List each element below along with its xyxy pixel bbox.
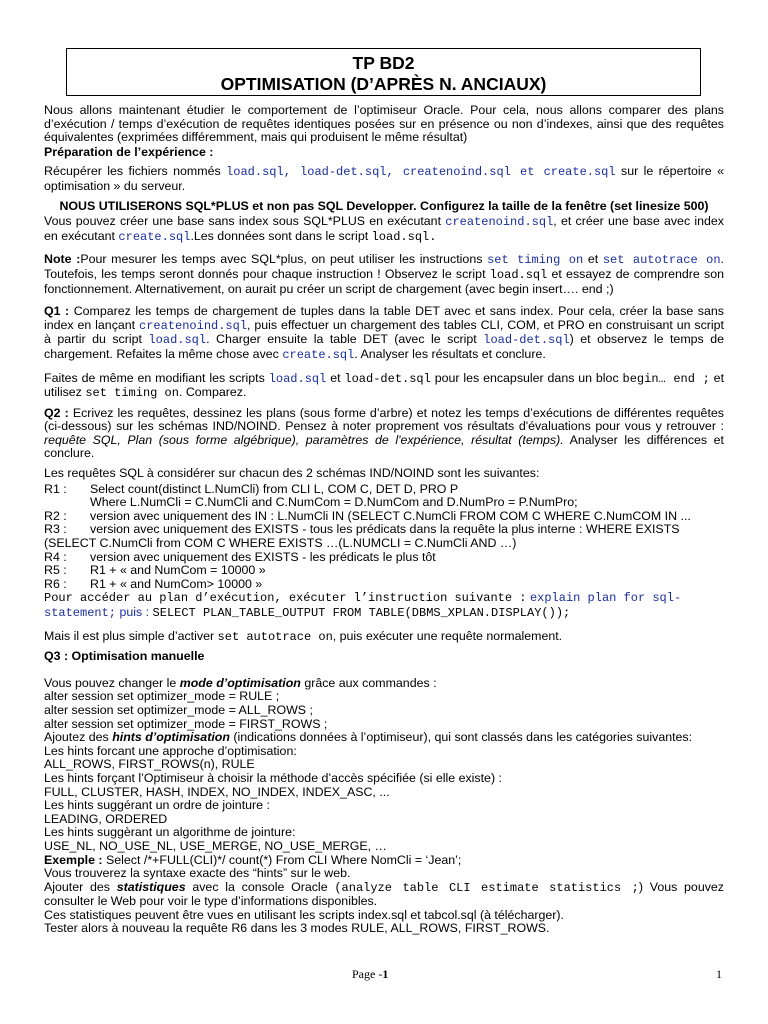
hint-line: USE_NL, NO_USE_NL, USE_MERGE, NO_USE_MERGE, … bbox=[44, 838, 387, 853]
create-file-3: load.sql. bbox=[371, 229, 437, 244]
create-text-b: , et créer une base avec index en exécutant bbox=[44, 214, 724, 243]
q2-label: Q2 : bbox=[44, 405, 69, 420]
request-text: version avec uniquement des EXISTS - les prédicats le plus tôt bbox=[90, 549, 436, 564]
create-file-1: createnoind.sql bbox=[445, 215, 554, 230]
mode-text-a: Vous pouvez changer le bbox=[44, 675, 177, 690]
note-text-a: Pour mesurer les temps avec SQL*plus, on peut utiliser les instructions bbox=[80, 252, 483, 267]
prep-heading: Préparation de l’expérience : bbox=[44, 144, 214, 159]
q2-text-b: Analyser les différences et conclure. bbox=[44, 432, 725, 461]
q1-label: Q1 : bbox=[44, 304, 70, 319]
views-line: Ces statistiques peuvent être vues en utilisant les scripts index.sql et tabcol.sql (à télécharger). bbox=[44, 907, 564, 922]
prep-text-a: Récupérer les fichiers nommés bbox=[44, 164, 221, 179]
request-key: R5 : bbox=[44, 563, 67, 578]
request-text: version avec uniquement des IN : L.NumCli IN (SELECT C.NumCli FROM COM C WHERE C.NumCOM IN ... bbox=[90, 508, 691, 523]
q1-text-a: Comparez les temps de chargement de tuples dans la table DET avec et sans index. Pour cela, créer la base sans index en lançant bbox=[44, 304, 724, 332]
request-text: Select count(distinct L.NumCli) from CLI L, COM C, DET D, PRO P bbox=[90, 481, 459, 496]
q1-text-b: , puis effectuer un chargement des tables CLI, COM, et PRO en construisant un script à partir du script bbox=[44, 317, 724, 347]
q1b-text-e: . Comparez. bbox=[178, 385, 247, 400]
q1-file-3: load-det.sql bbox=[483, 333, 570, 348]
plan-code-2: SELECT PLAN_TABLE_OUTPUT FROM TABLE(DBMS_XPLAN.DISPLAY()); bbox=[152, 606, 571, 620]
autotrace-paragraph bbox=[44, 630, 724, 645]
q3-section bbox=[44, 677, 724, 936]
q1b-text-a: Faites de même en modifiant les scripts bbox=[44, 370, 265, 385]
hint-line: Les hints forçant l’Optimiseur à choisir la méthode d’accès spécifiée (si elle existe) : bbox=[44, 770, 502, 785]
hint-line: LEADING, ORDERED bbox=[44, 811, 168, 826]
stats-line bbox=[44, 881, 724, 909]
optimizer-cmd: alter session set optimizer_mode = FIRST_ROWS ; bbox=[44, 716, 328, 731]
hints-line bbox=[44, 731, 724, 745]
page-number: 1 bbox=[382, 967, 389, 981]
q2-paragraph bbox=[44, 407, 724, 461]
request-r1-line2: Where L.NumCli = C.NumCli and C.NumCom = D.NumCom and D.NumPro = P.NumPro; bbox=[90, 495, 578, 510]
title-line-2: OPTIMISATION (D’APRÈS N. ANCIAUX) bbox=[220, 74, 547, 94]
hint-line: FULL, CLUSTER, HASH, INDEX, NO_INDEX, INDEX_ASC, ... bbox=[44, 784, 390, 799]
stats-code: (analyze table CLI estimate statistics ; bbox=[334, 880, 639, 895]
q1b-paragraph bbox=[44, 372, 724, 401]
page-label: Page - bbox=[352, 967, 383, 981]
test-line: Tester alors à nouveau la requête R6 dans les 3 modes RULE, ALL_ROWS, FIRST_ROWS. bbox=[44, 921, 550, 936]
autotrace-text-a: Mais il est plus simple d’activer bbox=[44, 628, 215, 643]
q1b-text-c: pour les encapsuler dans un bloc bbox=[434, 370, 619, 385]
request-key: R6 : bbox=[44, 576, 67, 591]
hints-text-b: (indications données à l’optimiseur), qui sont classés dans les catégories suivantes: bbox=[233, 730, 693, 745]
request-key: R3 : bbox=[44, 522, 67, 537]
request-r4 bbox=[44, 551, 724, 565]
request-key: R1 : bbox=[44, 481, 67, 496]
hint-line: Les hints suggèrant un algorithme de jointure: bbox=[44, 825, 296, 840]
document-body bbox=[44, 104, 724, 936]
prep-text-b: sur le répertoire « optimisation » du serveur. bbox=[44, 164, 724, 193]
plan-text-b: puis : bbox=[119, 605, 150, 619]
request-r3 bbox=[44, 523, 724, 537]
note-code-1: set timing on bbox=[487, 253, 584, 268]
request-r3-line2: (SELECT C.NumCli from COM C WHERE EXISTS …(L.NUMCLI = C.NumCli AND …) bbox=[44, 536, 517, 551]
request-r1 bbox=[44, 483, 724, 497]
note-file: load.sql bbox=[489, 267, 548, 282]
create-file-2: create.sql bbox=[118, 229, 191, 244]
optimizer-cmd: alter session set optimizer_mode = RULE ; bbox=[44, 689, 280, 704]
request-text: R1 + « and NumCom = 10000 » bbox=[90, 563, 266, 578]
plan-text-a: Pour accéder au plan d’exécution, exécuter l’instruction suivante : bbox=[44, 591, 527, 606]
title-box bbox=[66, 48, 701, 96]
mode-line bbox=[44, 677, 724, 691]
note-text-b: et bbox=[587, 252, 599, 267]
request-text: version avec uniquement des EXISTS - tous les prédicats dans la requête la plus interne : WHERE EXISTS bbox=[90, 522, 680, 537]
hint-line: Les hints forcant une approche d’optimisation: bbox=[44, 743, 297, 758]
hint-line: ALL_ROWS, FIRST_ROWS(n), RULE bbox=[44, 757, 255, 772]
q1-file-1: createnoind.sql bbox=[139, 318, 248, 333]
footer-page-number: 1 bbox=[716, 967, 722, 981]
title-line-1: TP BD2 bbox=[352, 53, 415, 73]
stats-text-c: avec la console Oracle bbox=[192, 879, 328, 894]
sqlplus-note: NOUS UTILISERONS SQL*PLUS et non pas SQL Developper. Configurez la taille de la fenêtre (set linesize 500) bbox=[59, 198, 709, 213]
mode-text-b: grâce aux commandes : bbox=[304, 675, 437, 690]
q1-file-2: load.sql bbox=[148, 333, 207, 348]
request-r6 bbox=[44, 578, 724, 592]
create-text-a: Vous pouvez créer une base sans index sous SQL*PLUS en exécutant bbox=[44, 214, 442, 229]
q1b-text-b: et bbox=[330, 370, 341, 385]
note-text-d: et essayez de comprendre son fonctionnement. Alternativement, on aurait pu créer un script de chargement (avec begin insert…. end ;) bbox=[44, 266, 724, 296]
requests-list bbox=[44, 483, 724, 592]
hints-emphasis: hints d’optimisation bbox=[112, 730, 230, 745]
q2-italic: requête SQL, Plan (sous forme algébrique), paramètres de l'expérience, résultat (temps). bbox=[44, 432, 564, 447]
q1b-code-2: set timing on bbox=[85, 386, 179, 401]
q1-text-c: . Charger ensuite la table DET (avec le script bbox=[206, 332, 477, 347]
request-key: R4 : bbox=[44, 549, 67, 564]
example-label: Exemple : bbox=[44, 852, 103, 867]
note-code-2: set autotrace on bbox=[602, 253, 721, 268]
autotrace-text-b: , puis exécuter une requête normalement. bbox=[332, 628, 563, 643]
q1-text-e: . Analyser les résultats et conclure. bbox=[354, 346, 546, 361]
q1b-text-d: et utilisez bbox=[44, 370, 725, 400]
note-text-c: . Toutefois, les temps seront donnés pour chaque instruction ! Observez le script bbox=[44, 252, 724, 281]
stats-emphasis: statistiques bbox=[116, 879, 186, 894]
optimizer-cmd: alter session set optimizer_mode = ALL_ROWS ; bbox=[44, 702, 313, 717]
page-indicator bbox=[352, 968, 388, 982]
q1b-code-1: begin… end ; bbox=[622, 371, 710, 386]
autotrace-code: set autotrace on bbox=[217, 629, 333, 644]
plan-paragraph bbox=[44, 591, 724, 620]
syntax-line: Vous trouverez la syntaxe exacte des “hints” sur le web. bbox=[44, 866, 351, 881]
q1-file-4: create.sql bbox=[282, 347, 355, 362]
prep-paragraph bbox=[44, 165, 724, 193]
request-r5 bbox=[44, 564, 724, 578]
requests-intro: Les requêtes SQL à considérer sur chacun des 2 schémas IND/NOIND sont les suivantes: bbox=[44, 466, 540, 481]
q1-paragraph bbox=[44, 305, 724, 362]
prep-files: load.sql, load-det.sql, createnoind.sql et create.sql bbox=[226, 165, 616, 180]
request-text: R1 + « and NumCom> 10000 » bbox=[90, 576, 263, 591]
create-text-c: .Les données sont dans le script bbox=[190, 228, 369, 243]
request-key: R2 : bbox=[44, 508, 67, 523]
example-line bbox=[44, 854, 724, 868]
stats-text-a: Ajouter des bbox=[44, 879, 110, 894]
request-r2 bbox=[44, 510, 724, 524]
example-text: Select /*+FULL(CLI)*/ count(*) From CLI Where NomCli = ‘Jean’; bbox=[106, 852, 462, 867]
intro-paragraph: Nous allons maintenant étudier le comportement de l’optimiseur Oracle. Pour cela, nous allons comparer des plans d’exécution / temps d’exécution de requêtes identiques posées sur en présence ou non d’indexes, ainsi que des requêtes équivalentes (exprimées différemment, mais qui produisent le même résultat) bbox=[44, 103, 724, 145]
hint-line: Les hints suggérant un ordre de jointure : bbox=[44, 798, 270, 813]
q1b-file-2: load-det.sql bbox=[344, 371, 431, 386]
stats-text-d: ) Vous pouvez consulter le Web pour voir le type d’informations disponibles. bbox=[44, 879, 724, 909]
plan-code-1: explain plan for sql-statement; bbox=[44, 591, 682, 620]
mode-emphasis: mode d’optimisation bbox=[179, 675, 301, 690]
q3-heading: Q3 : Optimisation manuelle bbox=[44, 649, 205, 664]
q1b-file-1: load.sql bbox=[268, 371, 327, 386]
note-paragraph bbox=[44, 253, 724, 296]
hints-text-a: Ajoutez des bbox=[44, 730, 109, 745]
q2-text-a: Ecrivez les requêtes, dessinez les plans (sous forme d’arbre) et notez les temps d’exécutions de différentes requêtes (ci-dessous) sur les schémas IND/NOIND. Pensez à noter proprement vos résultats d'évaluations pour vous y retrouver : bbox=[44, 405, 724, 434]
note-label: Note : bbox=[44, 252, 81, 267]
q1-text-d: ) et observez le temps de chargement. Refaites la même chose avec bbox=[44, 332, 725, 361]
create-paragraph bbox=[44, 215, 724, 244]
